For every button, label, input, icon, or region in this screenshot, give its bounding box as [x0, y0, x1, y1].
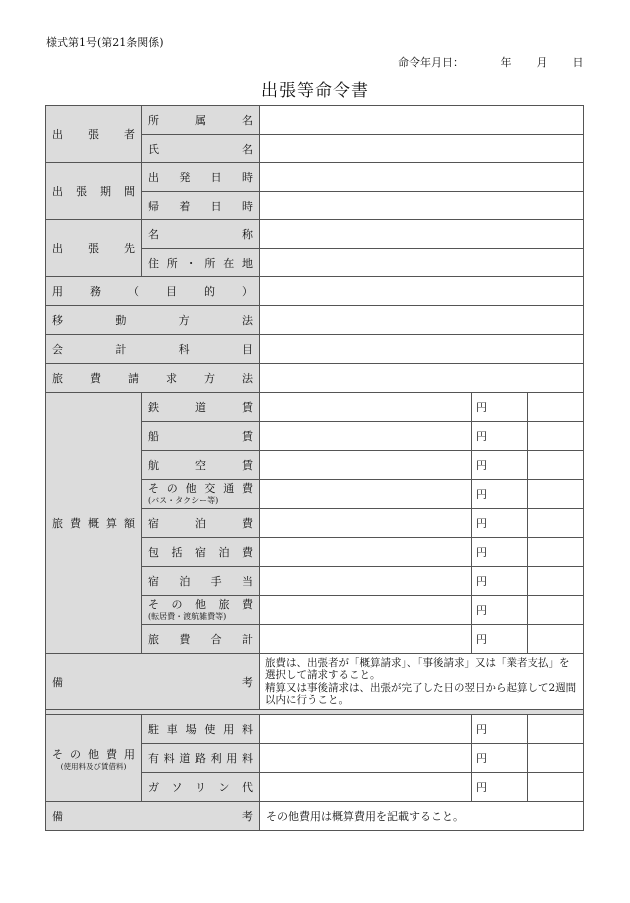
period-category: 出 張 期 間 [46, 163, 142, 220]
lodging-package-label: 包 括 宿 泊 費 [142, 538, 260, 567]
account-field[interactable] [260, 335, 584, 364]
remarks-note [260, 654, 584, 710]
parking-label: 駐 車 場 使 用 料 [142, 715, 260, 744]
total-yen: 円 [472, 625, 528, 654]
claim-method-label: 旅 費 請 求 方 法 [46, 364, 260, 393]
toll-yen: 円 [472, 744, 528, 773]
name-label: 氏 名 [142, 135, 260, 163]
other-costs-category: そ の 他 費 用 (使用料及び賃借料) [46, 715, 142, 802]
rail-yen: 円 [472, 393, 528, 422]
document-title: 出張等命令書 [261, 81, 369, 101]
other-transport-extra[interactable] [528, 480, 584, 509]
air-extra[interactable] [528, 451, 584, 480]
toll-amount[interactable] [260, 744, 472, 773]
destination-name-field[interactable] [260, 220, 584, 249]
rail-extra[interactable] [528, 393, 584, 422]
gasoline-label: ガ ソ リ ン 代 [142, 773, 260, 802]
air-amount[interactable] [260, 451, 472, 480]
ship-amount[interactable] [260, 422, 472, 451]
return-label: 帰 着 日 時 [142, 192, 260, 220]
other-travel-note: (転居費・渡航雑費等) [148, 611, 227, 621]
transport-field[interactable] [260, 306, 584, 335]
account-label: 会 計 科 目 [46, 335, 260, 364]
depart-label: 出 発 日 時 [142, 163, 260, 192]
depart-field[interactable] [260, 163, 584, 192]
gasoline-yen: 円 [472, 773, 528, 802]
lodging-allowance-amount[interactable] [260, 567, 472, 596]
total-amount[interactable] [260, 625, 472, 654]
rail-amount[interactable] [260, 393, 472, 422]
affiliation-label: 所 属 名 [142, 106, 260, 135]
parking-amount[interactable] [260, 715, 472, 744]
lodging-amount[interactable] [260, 509, 472, 538]
name-field[interactable] [260, 135, 584, 163]
ship-yen: 円 [472, 422, 528, 451]
order-date-label: 命令年月日： [398, 56, 464, 69]
other-transport-note: (バス・タクシー等) [148, 495, 219, 505]
order-date [398, 54, 596, 70]
form-number: 様式第1号(第21条関係) [46, 36, 164, 49]
other-costs-note: (使用料及び賃借料) [60, 761, 127, 771]
lodging-allowance-yen: 円 [472, 567, 528, 596]
total-extra[interactable] [528, 625, 584, 654]
claim-method-field[interactable] [260, 364, 584, 393]
address-label: 住 所 ・ 所 在 地 [142, 249, 260, 277]
toll-label: 有 料 道 路 利 用 料 [142, 744, 260, 773]
address-field[interactable] [260, 249, 584, 277]
lodging-yen: 円 [472, 509, 528, 538]
gasoline-amount[interactable] [260, 773, 472, 802]
remarks-label: 備 考 [46, 654, 260, 710]
lodging-allowance-extra[interactable] [528, 567, 584, 596]
remarks-note-line1: 旅費は、出張者が「概算請求」、「事後請求」又は「業者支払」を選択して請求すること。 [265, 657, 570, 682]
traveler-category: 出 張 者 [46, 106, 142, 163]
other-transport-label: そ の 他 交 通 費 (バス・タクシー等) [142, 480, 260, 509]
other-transport-amount[interactable] [260, 480, 472, 509]
lodging-label: 宿 泊 費 [142, 509, 260, 538]
toll-extra[interactable] [528, 744, 584, 773]
ship-label: 船 賃 [142, 422, 260, 451]
estimate-category: 旅 費 概 算 額 [46, 393, 142, 654]
lodging-allowance-label: 宿 泊 手 当 [142, 567, 260, 596]
transport-label: 移 動 方 法 [46, 306, 260, 335]
year-label: 年 [500, 56, 512, 69]
other-travel-yen: 円 [472, 596, 528, 625]
lodging-package-amount[interactable] [260, 538, 472, 567]
lodging-package-extra[interactable] [528, 538, 584, 567]
lodging-package-yen: 円 [472, 538, 528, 567]
return-field[interactable] [260, 192, 584, 220]
purpose-field[interactable] [260, 277, 584, 306]
other-travel-label: そ の 他 旅 費 (転居費・渡航雑費等) [142, 596, 260, 625]
remarks2-label: 備 考 [46, 802, 260, 831]
month-label: 月 [536, 56, 548, 69]
destination-category: 出 張 先 [46, 220, 142, 277]
destination-name-label: 名 称 [142, 220, 260, 249]
ship-extra[interactable] [528, 422, 584, 451]
purpose-label: 用 務 （ 目 的 ） [46, 277, 260, 306]
other-transport-yen: 円 [472, 480, 528, 509]
air-yen: 円 [472, 451, 528, 480]
lodging-extra[interactable] [528, 509, 584, 538]
other-travel-extra[interactable] [528, 596, 584, 625]
affiliation-field[interactable] [260, 106, 584, 135]
parking-yen: 円 [472, 715, 528, 744]
remarks2-note: その他費用は概算費用を記載すること。 [260, 802, 584, 831]
remarks-note-line2: 精算又は事後請求は、出張が完了した日の翌日から起算して2週間以内に行うこと。 [265, 681, 577, 706]
air-label: 航 空 賃 [142, 451, 260, 480]
rail-label: 鉄 道 賃 [142, 393, 260, 422]
gasoline-extra[interactable] [528, 773, 584, 802]
other-travel-amount[interactable] [260, 596, 472, 625]
day-label: 日 [572, 56, 584, 69]
parking-extra[interactable] [528, 715, 584, 744]
travel-order-form [45, 105, 584, 831]
total-label: 旅 費 合 計 [142, 625, 260, 654]
